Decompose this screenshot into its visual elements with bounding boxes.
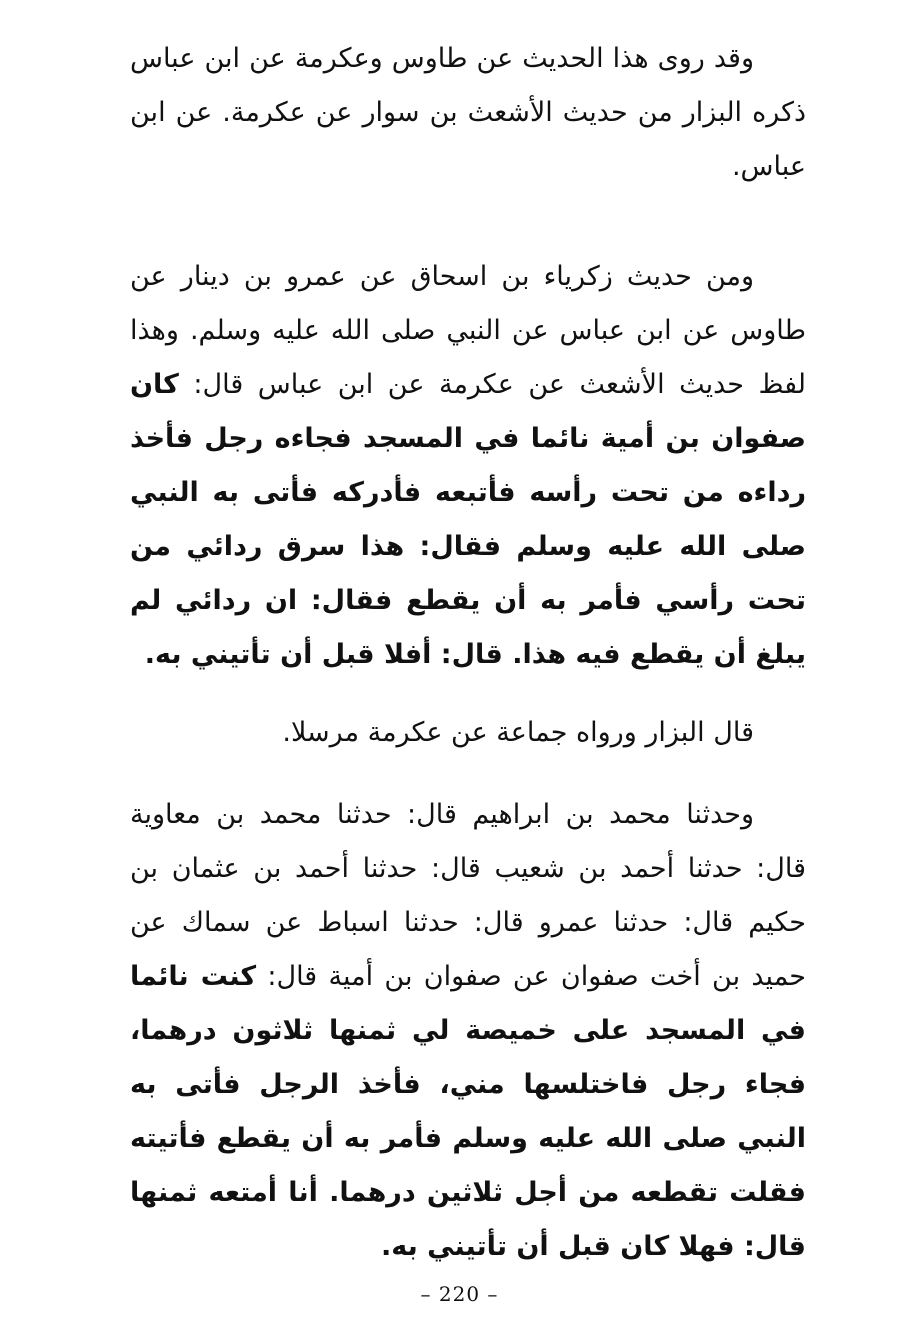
paragraph-1: وقد روى هذا الحديث عن طاوس وعكرمة عن ابن عباس ذكره البزار من حديث الأشعث بن سوار عن عكرمة. عن ابن عباس. [130,43,806,182]
paragraph-4-hadith-text: كنت نائما في المسجد على خميصة لي ثمنها ثلاثون درهما، فجاء رجل فاختلسها مني، فأخذ الرجل فأتى به النبي صلى الله عليه وسلم فأمر به أن يقطع فأتيته فقلت تقطعه من أجل ثلاثين درهما. أنا أمتعه ثمنها قال: فهلا كان قبل أن تأتيني به. [130,961,806,1262]
book-page [130,32,806,1282]
paragraph-2-hadith-text: كان صفوان بن أمية نائما في المسجد فجاءه رجل فأخذ رداءه من تحت رأسه فأتبعه فأدركه فأتى به النبي صلى الله عليه وسلم فقال: هذا سرق ردائي من تحت رأسي فأمر به أن يقطع فقال: ان ردائي لم يبلغ أن يقطع فيه هذا. قال: أفلا قبل أن تأتيني به. [130,369,806,670]
paragraph-4 [130,788,806,1274]
paragraph-4-isnad: وحدثنا محمد بن ابراهيم قال: حدثنا محمد بن معاوية قال: حدثنا أحمد بن شعيب قال: حدثنا أحمد بن عثمان بن حكيم قال: حدثنا عمرو قال: حدثنا اسباط عن سماك عن حميد بن أخت صفوان عن صفوان بن أمية قال: [130,799,807,992]
paragraph-3: قال البزار ورواه جماعة عن عكرمة مرسلا. [282,717,754,748]
paragraph-2-isnad: ومن حديث زكرياء بن اسحاق عن عمرو بن دينار عن طاوس عن ابن عباس عن النبي صلى الله عليه وسلم. وهذا لفظ حديث الأشعث عن عكرمة عن ابن عباس قال: [130,261,806,400]
paragraph-2 [130,250,806,682]
page-number: – 220 – [420,1282,499,1306]
